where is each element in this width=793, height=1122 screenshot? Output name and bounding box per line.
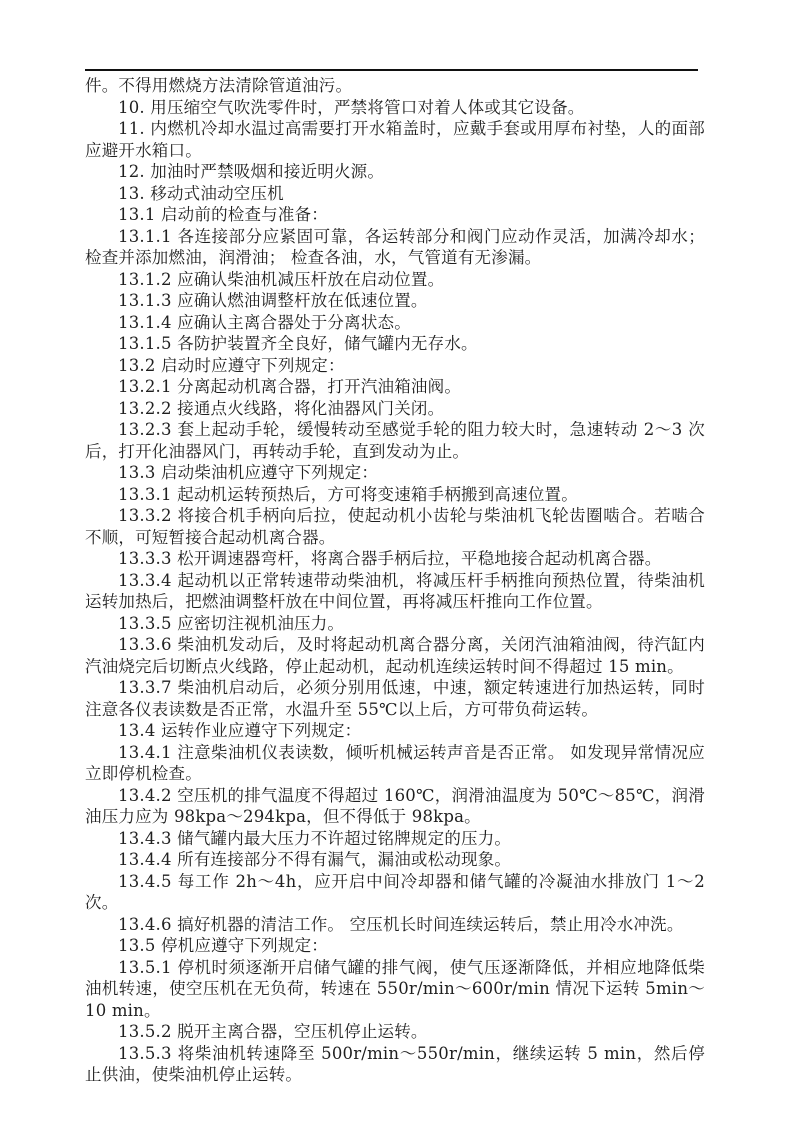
paragraph: 13.2.3 套上起动手轮，缓慢转动至感觉手轮的阻力较大时，急速转动 2～3 次后，打开化油器风门，再转动手轮，直到发动为止。	[85, 420, 705, 461]
paragraph: 13.5 停机应遵守下列规定：	[118, 936, 328, 955]
paragraph: 13.4.6 搞好机器的清洁工作。 空压机长时间连续运转后，禁止用冷水冲洗。	[118, 914, 684, 934]
paragraph: 13.4.1 注意柴油机仪表读数，倾听机械运转声音是否正常。 如发现异常情况应立即停机检查。	[85, 742, 705, 783]
paragraph: 13.4 运转作业应遵守下列规定：	[118, 721, 362, 740]
paragraph: 12. 加油时严禁吸烟和接近明火源。	[118, 162, 385, 181]
paragraph: 13.1.3 应确认燃油调整杆放在低速位置。	[118, 291, 428, 310]
paragraph: 11. 内燃机冷却水温过高需要打开水箱盖时，应戴手套或用厚布衬垫，人的面部应避开水箱口。	[85, 119, 705, 160]
paragraph: 13. 移动式油动空压机	[118, 183, 284, 203]
paragraph: 13.4.5 每工作 2h～4h，应开启中间冷却器和储气罐的冷凝油水排放门 1～2 次。	[85, 871, 705, 912]
paragraph: 13.1 启动前的检查与准备：	[118, 205, 328, 224]
paragraph: 13.2 启动时应遵守下列规定：	[118, 355, 345, 375]
paragraph: 13.3.6 柴油机发动后，及时将起动机离合器分离，关闭汽油箱油阀，待汽缸内汽油烧完后切断点火线路，停止起动机，起动机连续运转时间不得超过 15 min。	[85, 635, 705, 676]
document-body	[85, 75, 705, 1086]
paragraph: 10. 用压缩空气吹洗零件时，严禁将管口对着人体或其它设备。	[118, 97, 585, 117]
paragraph: 13.3.3 松开调速器弯杆，将离合器手柄后拉，平稳地接合起动机离合器。	[118, 549, 662, 568]
paragraph: 13.2.1 分离起动机离合器，打开汽油箱油阀。	[118, 377, 462, 396]
page-content	[85, 69, 705, 1086]
paragraph: 13.2.2 接通点火线路，将化油器风门关闭。	[118, 398, 445, 418]
paragraph: 13.3.5 应密切注视机油压力。	[118, 613, 345, 633]
paragraph: 13.1.5 各防护装置齐全良好，储气罐内无存水。	[118, 334, 478, 353]
paragraph: 13.4.2 空压机的排气温度不得超过 160℃，润滑油温度为 50℃～85℃，润滑油压力应为 98kpa～294kpa，但不得低于 98kpa。	[85, 785, 705, 826]
paragraph: 13.3.1 起动机运转预热后，方可将变速箱手柄搬到高速位置。	[118, 484, 578, 504]
paragraph: 13.5.2 脱开主离合器，空压机停止运转。	[118, 1022, 428, 1041]
paragraph: 13.5.1 停机时须逐渐开启储气罐的排气阀，使气压逐渐降低，并相应地降低柴油机转速，使空压机在无负荷，转速在 550r/min～600r/min 情况下运转 5min～10 min。	[85, 957, 705, 1020]
paragraph: 13.3 启动柴油机应遵守下列规定：	[118, 463, 379, 482]
paragraph: 13.4.4 所有连接部分不得有漏气，漏油或松动现象。	[118, 850, 512, 869]
paragraph: 13.1.4 应确认主离合器处于分离状态。	[118, 312, 411, 332]
paragraph: 13.4.3 储气罐内最大压力不许超过铭牌规定的压力。	[118, 828, 512, 848]
paragraph: 13.3.2 将接合机手柄向后拉，使起动机小齿轮与柴油机飞轮齿圈啮合。若啮合不顺，可短暂接合起动机离合器。	[85, 506, 705, 547]
paragraph: 13.5.3 将柴油机转速降至 500r/min～550r/min，继续运转 5 min，然后停止供油，使柴油机停止运转。	[85, 1043, 705, 1084]
paragraph: 13.3.4 起动机以正常转速带动柴油机，将减压杆手柄推向预热位置，待柴油机运转加热后，把燃油调整杆放在中间位置，再将减压杆推向工作位置。	[85, 570, 705, 611]
paragraph: 13.3.7 柴油机启动后，必须分别用低速，中速，额定转速进行加热运转，同时注意各仪表读数是否正常，水温升至 55℃以上后，方可带负荷运转。	[85, 678, 705, 719]
paragraph: 13.1.2 应确认柴油机减压杆放在启动位置。	[118, 269, 445, 289]
header-rule	[85, 69, 698, 71]
paragraph: 件。不得用燃烧方法清除管道油污。	[85, 76, 353, 95]
paragraph: 13.1.1 各连接部分应紧固可靠，各运转部分和阀门应动作灵活，加满冷却水；检查并添加燃油，润滑油； 检查各油，水，气管道有无渗漏。	[85, 226, 705, 267]
